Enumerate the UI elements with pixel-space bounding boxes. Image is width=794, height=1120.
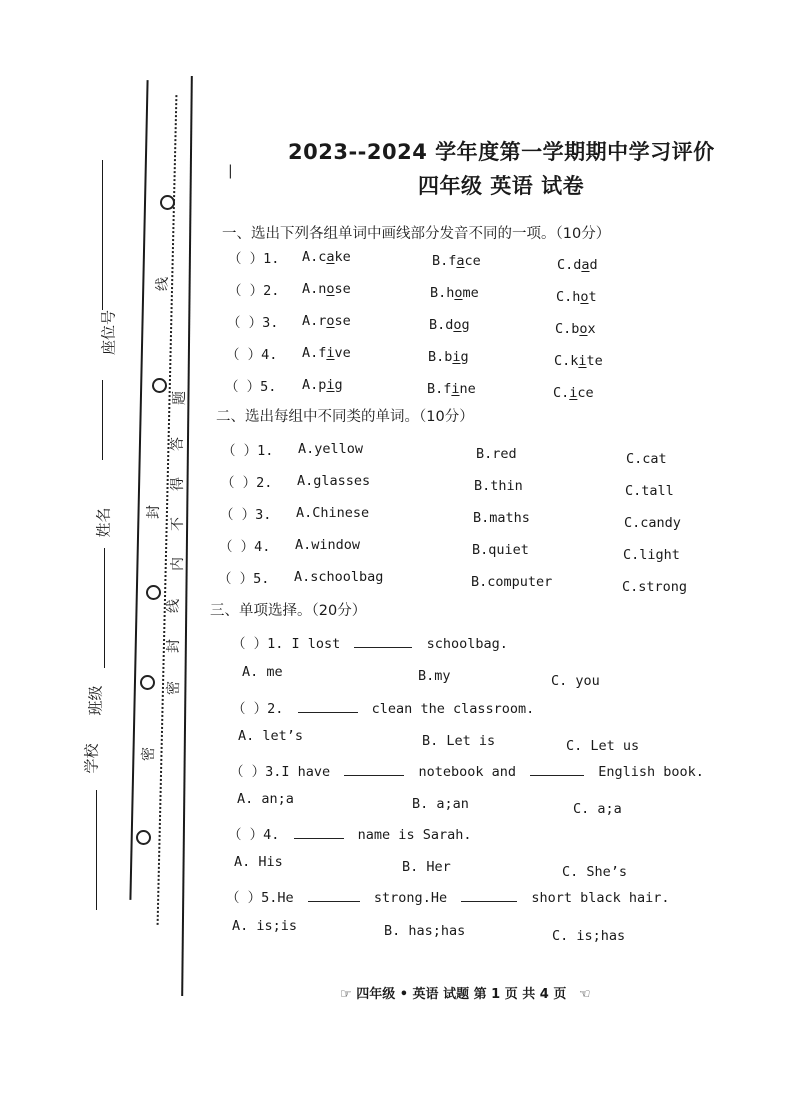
option-a: A.Chinese: [296, 505, 370, 521]
question-number: （ ）5.: [225, 379, 277, 395]
section2-title: 二、选出每组中不同类的单词。（10分）: [216, 409, 474, 425]
question-stem: （ ）5.He strong.He short black hair.: [226, 890, 670, 906]
option-b: B.my: [418, 668, 451, 684]
option-a: A. me: [242, 664, 283, 680]
seat-number-line: [102, 160, 103, 310]
option-a: A. His: [234, 854, 283, 870]
question-stem: （ ）3.I have notebook and English book.: [230, 764, 704, 780]
school-line: [96, 790, 97, 910]
left-mark: |: [228, 163, 233, 179]
question-number: （ ）3.: [227, 315, 279, 331]
seat-number-line-lower: [102, 380, 103, 460]
option-b: B.fine: [427, 381, 476, 397]
option-a: A.schoolbag: [294, 569, 384, 585]
option-c: C.hot: [556, 289, 597, 305]
option-b: B. Her: [402, 859, 451, 875]
answer-blank[interactable]: [294, 826, 344, 839]
option-b: B.dog: [429, 317, 470, 333]
binding-hole: [140, 675, 155, 690]
option-b: B.big: [428, 349, 469, 365]
answer-blank[interactable]: [308, 889, 360, 902]
binding-hole: [146, 585, 161, 600]
option-a: A.window: [295, 537, 361, 553]
option-a: A.pig: [302, 377, 343, 393]
option-c: C.kite: [554, 353, 603, 369]
seal-char: 密: [141, 747, 157, 761]
question-number: （ ）4.: [226, 347, 278, 363]
option-a: A. an;a: [237, 791, 294, 807]
pointing-hand-right-icon: ☞: [340, 987, 352, 1002]
answer-blank[interactable]: [461, 889, 517, 902]
seal-char: 封: [146, 505, 162, 519]
pointing-hand-left-icon: ☜: [578, 987, 591, 1002]
option-c: C.light: [623, 547, 680, 563]
answer-blank[interactable]: [354, 635, 412, 648]
option-c: C.strong: [622, 579, 688, 595]
question-number: （ ）3.: [220, 507, 272, 523]
binding-hole: [136, 830, 151, 845]
option-b: B.quiet: [472, 542, 529, 558]
option-b: B. has;has: [384, 923, 466, 939]
binding-line-outer: [129, 80, 148, 900]
option-b: B.red: [476, 446, 517, 462]
option-b: B.maths: [473, 510, 530, 526]
option-a: A.rose: [302, 313, 351, 329]
school-label: 学校: [82, 743, 101, 774]
option-c: C.dad: [557, 257, 598, 273]
question-stem: （ ）2. clean the classroom.: [232, 701, 535, 717]
option-a: A.yellow: [298, 441, 364, 457]
option-b: B. a;an: [412, 796, 469, 812]
question-number: （ ）2.: [228, 283, 280, 299]
answer-blank[interactable]: [530, 763, 584, 776]
footer-text: 四年级 • 英语 试题 第 1 页 共 4 页: [356, 987, 567, 1002]
seat-number-label: 座位号: [99, 310, 118, 356]
seal-char: 封: [166, 639, 182, 653]
warning-char: 得: [170, 477, 186, 491]
page-footer: [340, 983, 591, 1002]
option-b: B.face: [432, 253, 481, 269]
option-c: C.candy: [624, 515, 681, 531]
class-label: 班级: [86, 685, 105, 716]
option-c: C. a;a: [573, 801, 622, 817]
seal-char: 线: [166, 599, 182, 613]
seal-char: 密: [166, 681, 182, 695]
exam-title: 2023--2024 学年度第一学期期中学习评价: [288, 140, 715, 164]
section3-title: 三、单项选择。（20分）: [210, 603, 367, 619]
option-c: C. Let us: [566, 738, 640, 754]
option-c: C. you: [551, 673, 600, 689]
exam-subtitle: 四年级 英语 试卷: [418, 174, 585, 198]
option-c: C.box: [555, 321, 596, 337]
warning-char: 答: [170, 437, 186, 451]
name-line: [104, 548, 105, 668]
option-b: B.computer: [471, 574, 553, 590]
warning-char: 内: [170, 557, 186, 571]
option-b: B.home: [430, 285, 479, 301]
option-c: C.tall: [625, 483, 674, 499]
option-c: C.ice: [553, 385, 594, 401]
option-a: A.glasses: [297, 473, 371, 489]
seal-char: 线: [155, 277, 171, 291]
question-number: （ ）2.: [221, 475, 273, 491]
option-a: A.five: [302, 345, 351, 361]
question-number: （ ）4.: [219, 539, 271, 555]
binding-line-inner: [181, 76, 193, 996]
warning-char: 题: [172, 391, 188, 405]
name-label: 姓名: [94, 507, 113, 538]
warning-char: 不: [170, 517, 186, 531]
question-number: （ ）1.: [228, 251, 280, 267]
answer-blank[interactable]: [298, 700, 358, 713]
question-number: （ ）1.: [222, 443, 274, 459]
question-stem: （ ）4. name is Sarah.: [228, 827, 472, 843]
binding-hole: [160, 195, 175, 210]
option-b: B. Let is: [422, 733, 496, 749]
option-a: A.cake: [302, 249, 351, 265]
option-c: C.cat: [626, 451, 667, 467]
option-a: A. is;is: [232, 918, 298, 934]
question-stem: （ ）1. I lost schoolbag.: [232, 636, 508, 652]
option-a: A. let’s: [238, 728, 304, 744]
binding-hole: [152, 378, 167, 393]
option-c: C. She’s: [562, 864, 628, 880]
option-a: A.nose: [302, 281, 351, 297]
question-number: （ ）5.: [218, 571, 270, 587]
section1-title: 一、选出下列各组单词中画线部分发音不同的一项。（10分）: [222, 226, 611, 242]
option-b: B.thin: [474, 478, 523, 494]
answer-blank[interactable]: [344, 763, 404, 776]
option-c: C. is;has: [552, 928, 626, 944]
